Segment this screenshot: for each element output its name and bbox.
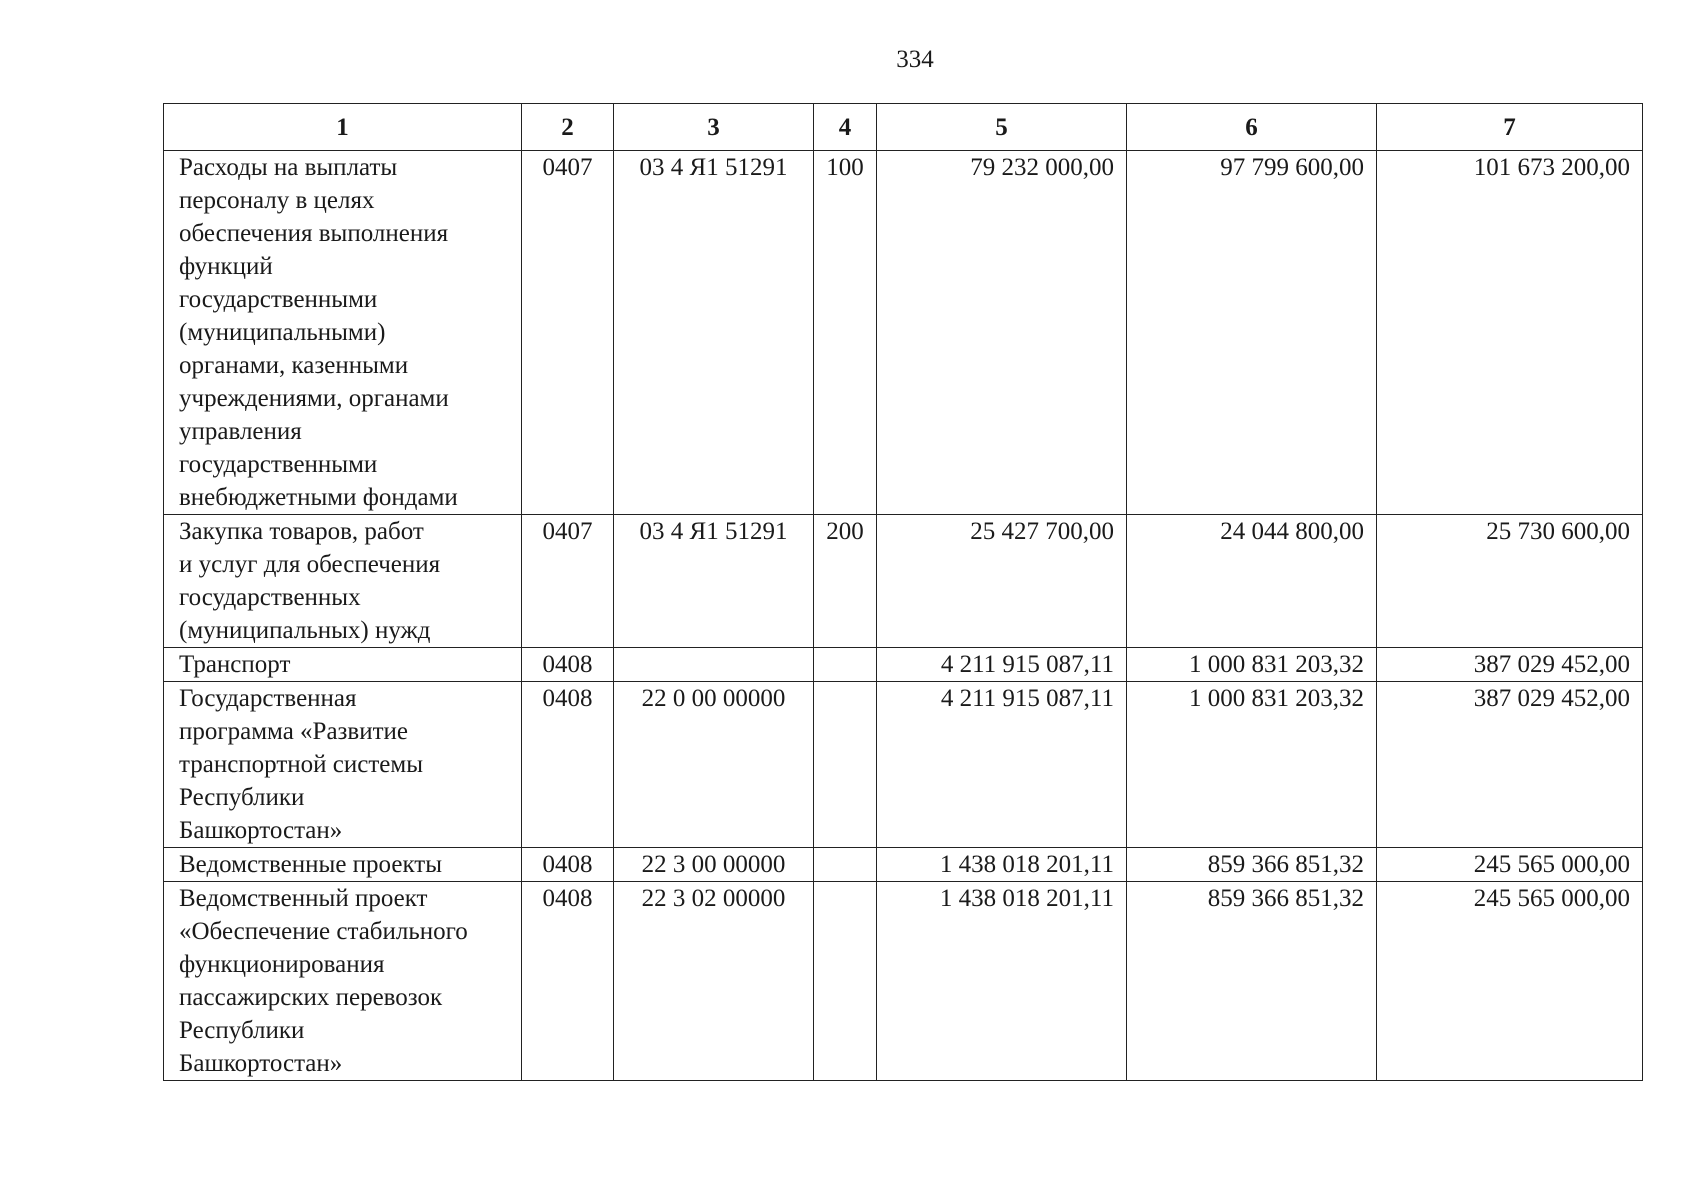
row-name-cell: Ведомственные проекты [164, 848, 522, 882]
column-header-6: 6 [1127, 104, 1377, 151]
amount-col7-cell: 25 730 600,00 [1377, 515, 1643, 648]
expense-type-cell: 100 [814, 151, 877, 515]
table-row [164, 648, 1643, 682]
target-article-cell: 22 3 02 00000 [614, 882, 814, 1081]
budget-table [163, 103, 1643, 1081]
column-header-5: 5 [877, 104, 1127, 151]
section-code-cell: 0407 [522, 151, 614, 515]
target-article-cell [614, 648, 814, 682]
column-header-4: 4 [814, 104, 877, 151]
amount-col6-cell: 1 000 831 203,32 [1127, 682, 1377, 848]
expense-type-cell [814, 682, 877, 848]
section-code-cell: 0407 [522, 515, 614, 648]
amount-col7-cell: 245 565 000,00 [1377, 848, 1643, 882]
amount-col7-cell: 101 673 200,00 [1377, 151, 1643, 515]
column-header-2: 2 [522, 104, 614, 151]
expense-type-cell [814, 882, 877, 1081]
page-number: 334 [896, 46, 934, 73]
table-row [164, 682, 1643, 848]
expense-type-cell [814, 648, 877, 682]
amount-col6-cell: 859 366 851,32 [1127, 882, 1377, 1081]
row-name-cell: Закупка товаров, работ и услуг для обеспечения государственных (муниципальных) нужд [164, 515, 522, 648]
amount-col5-cell: 1 438 018 201,11 [877, 848, 1127, 882]
section-code-cell: 0408 [522, 682, 614, 848]
row-name-cell: Ведомственный проект «Обеспечение стабильного функционирования пассажирских перевозок Республики Башкортостан» [164, 882, 522, 1081]
amount-col5-cell: 1 438 018 201,11 [877, 882, 1127, 1081]
amount-col6-cell: 24 044 800,00 [1127, 515, 1377, 648]
expense-type-cell [814, 848, 877, 882]
table-row [164, 848, 1643, 882]
amount-col6-cell: 97 799 600,00 [1127, 151, 1377, 515]
amount-col5-cell: 79 232 000,00 [877, 151, 1127, 515]
amount-col7-cell: 387 029 452,00 [1377, 682, 1643, 848]
amount-col5-cell: 25 427 700,00 [877, 515, 1127, 648]
table-header-row [164, 104, 1643, 151]
section-code-cell: 0408 [522, 882, 614, 1081]
amount-col6-cell: 1 000 831 203,32 [1127, 648, 1377, 682]
section-code-cell: 0408 [522, 848, 614, 882]
amount-col7-cell: 245 565 000,00 [1377, 882, 1643, 1081]
table-row [164, 515, 1643, 648]
amount-col6-cell: 859 366 851,32 [1127, 848, 1377, 882]
table-row [164, 151, 1643, 515]
amount-col7-cell: 387 029 452,00 [1377, 648, 1643, 682]
table-row [164, 882, 1643, 1081]
amount-col5-cell: 4 211 915 087,11 [877, 682, 1127, 848]
target-article-cell: 03 4 Я1 51291 [614, 515, 814, 648]
amount-col5-cell: 4 211 915 087,11 [877, 648, 1127, 682]
expense-type-cell: 200 [814, 515, 877, 648]
target-article-cell: 22 3 00 00000 [614, 848, 814, 882]
column-header-3: 3 [614, 104, 814, 151]
target-article-cell: 22 0 00 00000 [614, 682, 814, 848]
target-article-cell: 03 4 Я1 51291 [614, 151, 814, 515]
section-code-cell: 0408 [522, 648, 614, 682]
row-name-cell: Транспорт [164, 648, 522, 682]
column-header-1: 1 [164, 104, 522, 151]
row-name-cell: Государственная программа «Развитие транспортной системы Республики Башкортостан» [164, 682, 522, 848]
row-name-cell: Расходы на выплаты персоналу в целях обеспечения выполнения функций государственными (муниципальными) органами, казенными учреждениями, органами управления государственными внебюджетными фондами [164, 151, 522, 515]
column-header-7: 7 [1377, 104, 1643, 151]
